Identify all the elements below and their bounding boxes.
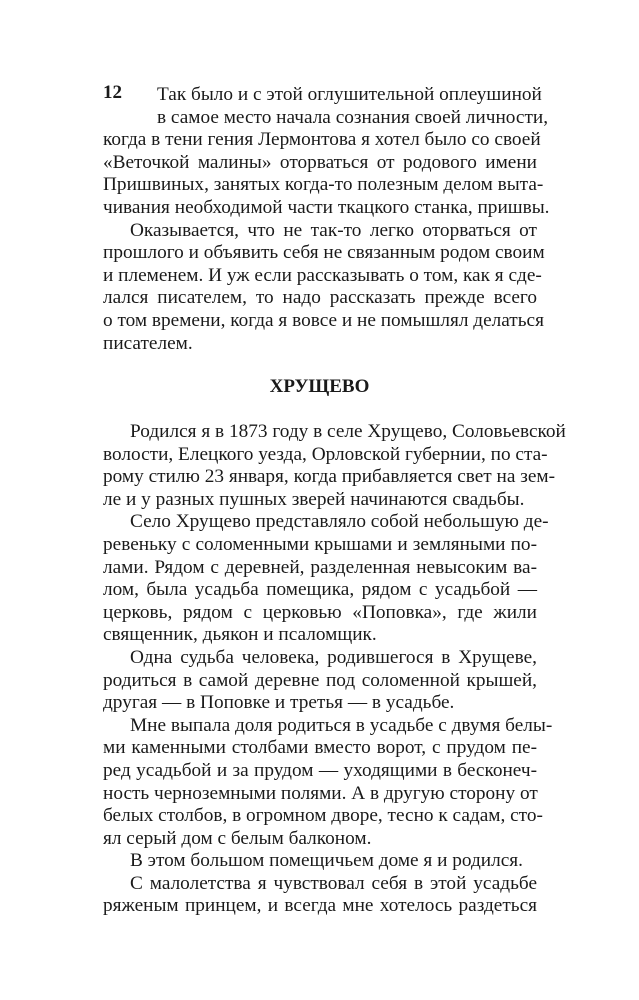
text-line: белых столбов, в огромном дворе, тесно к садам, сто- — [103, 805, 543, 827]
text-line: священник, дьякон и псаломщик. — [103, 624, 377, 646]
text-line: когда в тени гения Лермонтова я хотел было со своей — [103, 129, 541, 151]
text-line: и племенем. И уж если рассказывать о том, как я сде- — [103, 264, 542, 286]
text-line: писателем. — [103, 332, 193, 354]
text-line: лами. Рядом с деревней, разделенная невысоким ва- — [103, 556, 537, 578]
text-line: в самое место начала сознания своей личности, — [157, 106, 549, 128]
text-line: ле и у разных пушных зверей начинаются свадьбы. — [103, 488, 525, 510]
paragraph — [103, 84, 550, 220]
text-line: Пришвиных, занятых когда-то полезным делом выта- — [103, 174, 544, 196]
paragraph — [103, 714, 553, 851]
text-line: Оказывается, что не так-то легко оторваться от — [130, 219, 537, 241]
page-number: 12 — [103, 82, 122, 103]
text-line: В этом большом помещичьем доме я и родился. — [130, 850, 523, 872]
paragraph — [103, 219, 545, 356]
text-line: Так было и с этой оглушительной оплеушиной — [157, 84, 542, 105]
text-line: другая — в Поповке и третья — в усадьбе. — [103, 692, 455, 714]
text-line: ряженым принцем, и всегда мне хотелось раздеться — [103, 895, 537, 917]
text-line: Село Хрущево представляло собой небольшую де- — [130, 511, 549, 533]
text-line: родиться в самой деревне под соломенной крышей, — [103, 669, 537, 691]
paragraph — [103, 421, 566, 511]
text-line: прошлого и объявить себя не связанным родом своим — [103, 242, 545, 264]
text-line: Одна судьба человека, родившегося в Хрущеве, — [130, 646, 537, 668]
text-line: волости, Елецкого уезда, Орловской губернии, по ста- — [103, 443, 548, 465]
text-line: рому стилю 23 января, когда прибавляется свет на зем- — [103, 466, 556, 488]
text-line: С малолетства я чувствовал себя в этой усадьбе — [130, 872, 537, 894]
text-line: ревеньку с соломенными крышами и земляными по- — [103, 533, 537, 555]
text-line: лом, была усадьба помещика, рядом с усадьбой — — [103, 579, 537, 601]
text-line: «Веточкой малины» оторваться от родового имени — [103, 151, 537, 173]
text-line: ми каменными столбами вместо ворот, с прудом пе- — [103, 737, 537, 759]
text-line: Родился я в 1873 году в селе Хрущево, Соловьевской — [130, 421, 566, 442]
paragraph — [103, 873, 537, 918]
text-section-2 — [103, 421, 566, 918]
text-line: церковь, рядом с церковью «Поповка», где жили — [103, 601, 537, 623]
text-line: лался писателем, то надо рассказать прежде всего — [103, 287, 537, 309]
text-line: ность черноземными полями. А в другую сторону от — [103, 782, 538, 804]
text-line: ял серый дом с белым балконом. — [103, 827, 372, 849]
paragraph — [103, 647, 537, 715]
text-line: Мне выпала доля родиться в усадьбе с двумя белы- — [130, 714, 553, 736]
text-line: о том времени, когда я вовсе и не помышлял делаться — [103, 309, 544, 331]
paragraph — [103, 850, 537, 873]
text-section-1 — [103, 84, 550, 355]
chapter-heading: ХРУЩЕВО — [269, 376, 370, 397]
text-line: ред усадьбой и за прудом — уходящими в бесконеч- — [103, 759, 537, 781]
paragraph — [103, 511, 549, 647]
text-line: чивания необходимой части ткацкого станка, пришвы. — [103, 196, 550, 218]
